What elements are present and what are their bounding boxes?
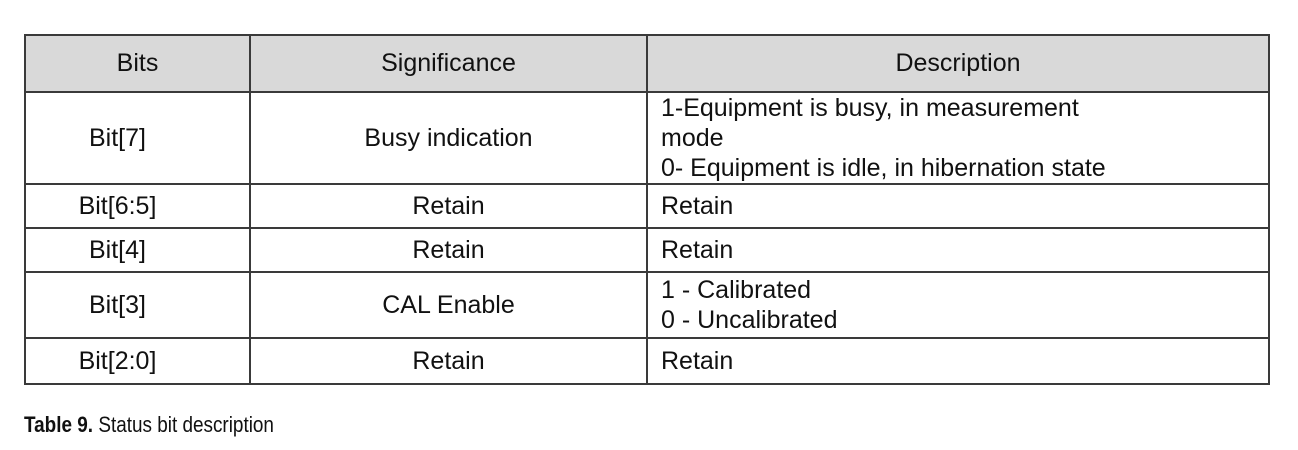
description-line: 0 - Uncalibrated <box>661 306 838 334</box>
caption-text: Status bit description <box>98 412 274 437</box>
table-row <box>25 272 1269 338</box>
status-bit-table <box>24 34 1270 385</box>
significance-cell: CAL Enable <box>250 272 647 338</box>
bits-cell: Bit[4] <box>25 228 250 272</box>
header-row <box>25 35 1269 92</box>
bits-cell: Bit[2:0] <box>25 338 250 384</box>
description-cell <box>647 338 1269 384</box>
table-row <box>25 184 1269 228</box>
description-line: mode <box>661 124 724 152</box>
caption-label: Table 9. <box>24 412 94 437</box>
description-line: Retain <box>661 347 734 375</box>
bits-cell: Bit[3] <box>25 272 250 338</box>
description-cell <box>647 184 1269 228</box>
header-description: Description <box>647 35 1269 92</box>
description-line: 1 - Calibrated <box>661 276 812 304</box>
description-line: 0- Equipment is idle, in hibernation state <box>661 154 1106 182</box>
description-cell <box>647 272 1269 338</box>
header-significance: Significance <box>250 35 647 92</box>
significance-cell: Retain <box>250 184 647 228</box>
description-line: 1-Equipment is busy, in measurement <box>661 94 1079 122</box>
significance-cell: Busy indication <box>250 92 647 184</box>
bits-cell: Bit[7] <box>25 92 250 184</box>
significance-cell: Retain <box>250 228 647 272</box>
bits-cell: Bit[6:5] <box>25 184 250 228</box>
table-row <box>25 228 1269 272</box>
description-cell <box>647 92 1269 184</box>
table-row <box>25 338 1269 384</box>
description-line: Retain <box>661 236 734 264</box>
table-caption <box>24 412 274 438</box>
description-cell <box>647 228 1269 272</box>
header-bits: Bits <box>25 35 250 92</box>
significance-cell: Retain <box>250 338 647 384</box>
table-row <box>25 92 1269 184</box>
description-line: Retain <box>661 192 734 220</box>
